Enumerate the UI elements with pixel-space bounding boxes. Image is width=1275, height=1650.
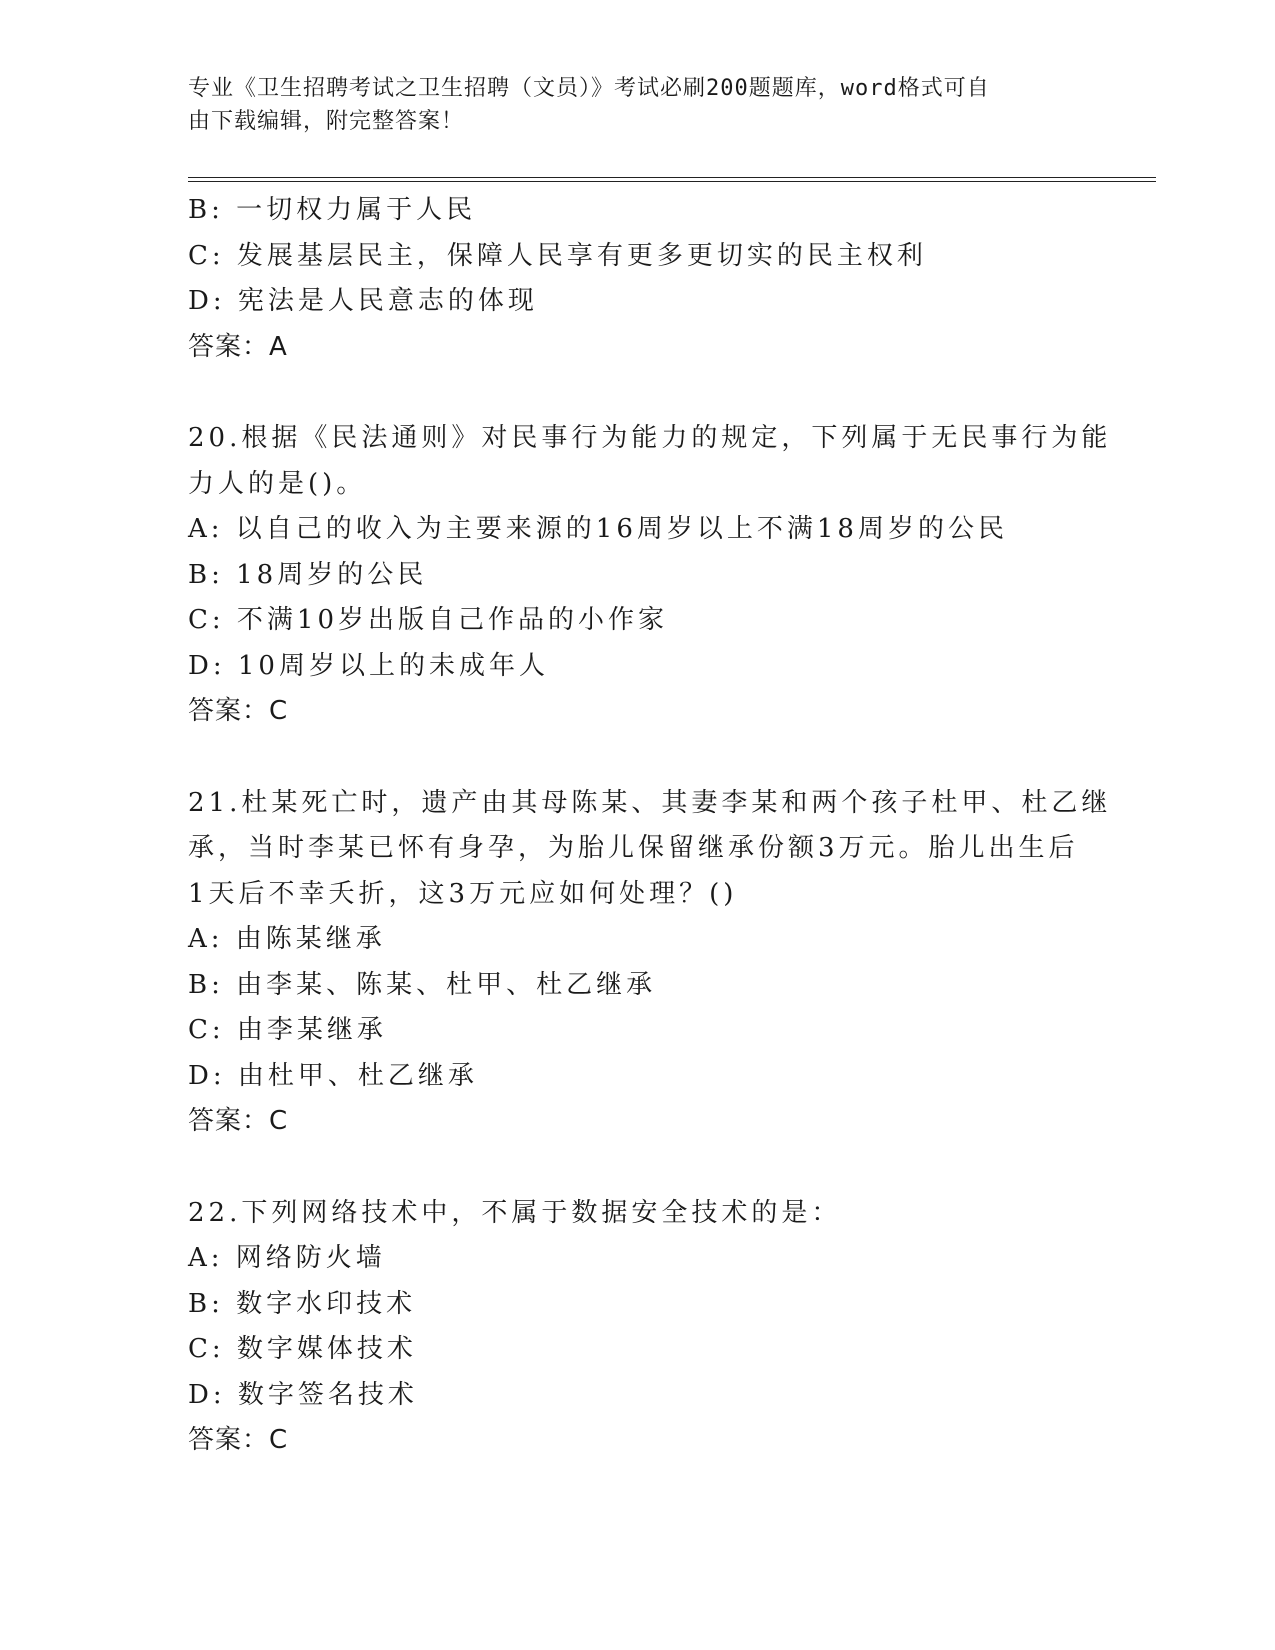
q22-answer: 答案：C: [188, 1425, 289, 1455]
q21-option-b: B: 由李某、陈某、杜甲、杜乙继承: [188, 969, 657, 1000]
q21-stem-line-1: 21.杜某死亡时，遗产由其母陈某、其妻李某和两个孩子杜甲、杜乙继: [188, 787, 1112, 818]
q20-answer: 答案：C: [188, 696, 289, 726]
question-22: [188, 1191, 1088, 1464]
spacer: [188, 1145, 1088, 1191]
q20-option-a: A: 以自己的收入为主要来源的16周岁以上不满18周岁的公民: [188, 514, 1008, 544]
q21-answer: 答案：C: [188, 1106, 289, 1136]
q21-option-c: C: 由李某继承: [188, 1015, 387, 1045]
spacer: [188, 370, 1088, 416]
q22-stem-line-1: 22.下列网络技术中，不属于数据安全技术的是：: [188, 1197, 842, 1228]
q20-stem-line-1: 20.根据《民法通则》对民事行为能力的规定，下列属于无民事行为能: [188, 423, 1112, 453]
q22-option-d: D: 数字签名技术: [188, 1379, 418, 1410]
q20-option-b: B: 18周岁的公民: [188, 559, 428, 590]
q20-stem-line-2: 力人的是()。: [188, 468, 367, 499]
q22-option-a: A: 网络防火墙: [188, 1243, 386, 1273]
q19-option-d: D: 宪法是人民意志的体现: [188, 286, 538, 316]
document-body: [188, 188, 1112, 1464]
q21-option-d: D: 由杜甲、杜乙继承: [188, 1060, 478, 1091]
q19-answer: 答案：A: [188, 331, 288, 362]
q21-option-a: A: 由陈某继承: [188, 924, 386, 954]
header-line-2: 由下载编辑，附完整答案！: [188, 109, 465, 134]
q20-option-d: D: 10周岁以上的未成年人: [188, 650, 549, 681]
q19-option-b: B: 一切权力属于人民: [188, 195, 477, 225]
question-19-tail: [188, 188, 1088, 370]
document-header: [188, 72, 1068, 138]
header-divider: [188, 177, 1156, 182]
question-20: [188, 416, 1112, 735]
header-line-1: 专业《卫生招聘考试之卫生招聘（文员）》考试必刷200题题库，word格式可自: [188, 76, 990, 101]
spacer: [188, 735, 1088, 781]
q21-stem-line-2: 承，当时李某已怀有身孕，为胎儿保留继承份额3万元。胎儿出生后: [188, 833, 1079, 863]
q19-option-c: C: 发展基层民主，保障人民享有更多更切实的民主权利: [188, 240, 927, 271]
q22-option-b: B: 数字水印技术: [188, 1288, 417, 1319]
q20-option-c: C: 不满10岁出版自己作品的小作家: [188, 605, 669, 635]
q22-option-c: C: 数字媒体技术: [188, 1334, 417, 1364]
q21-stem-line-3: 1天后不幸夭折，这3万元应如何处理？(): [188, 878, 738, 909]
question-21: [188, 781, 1112, 1145]
